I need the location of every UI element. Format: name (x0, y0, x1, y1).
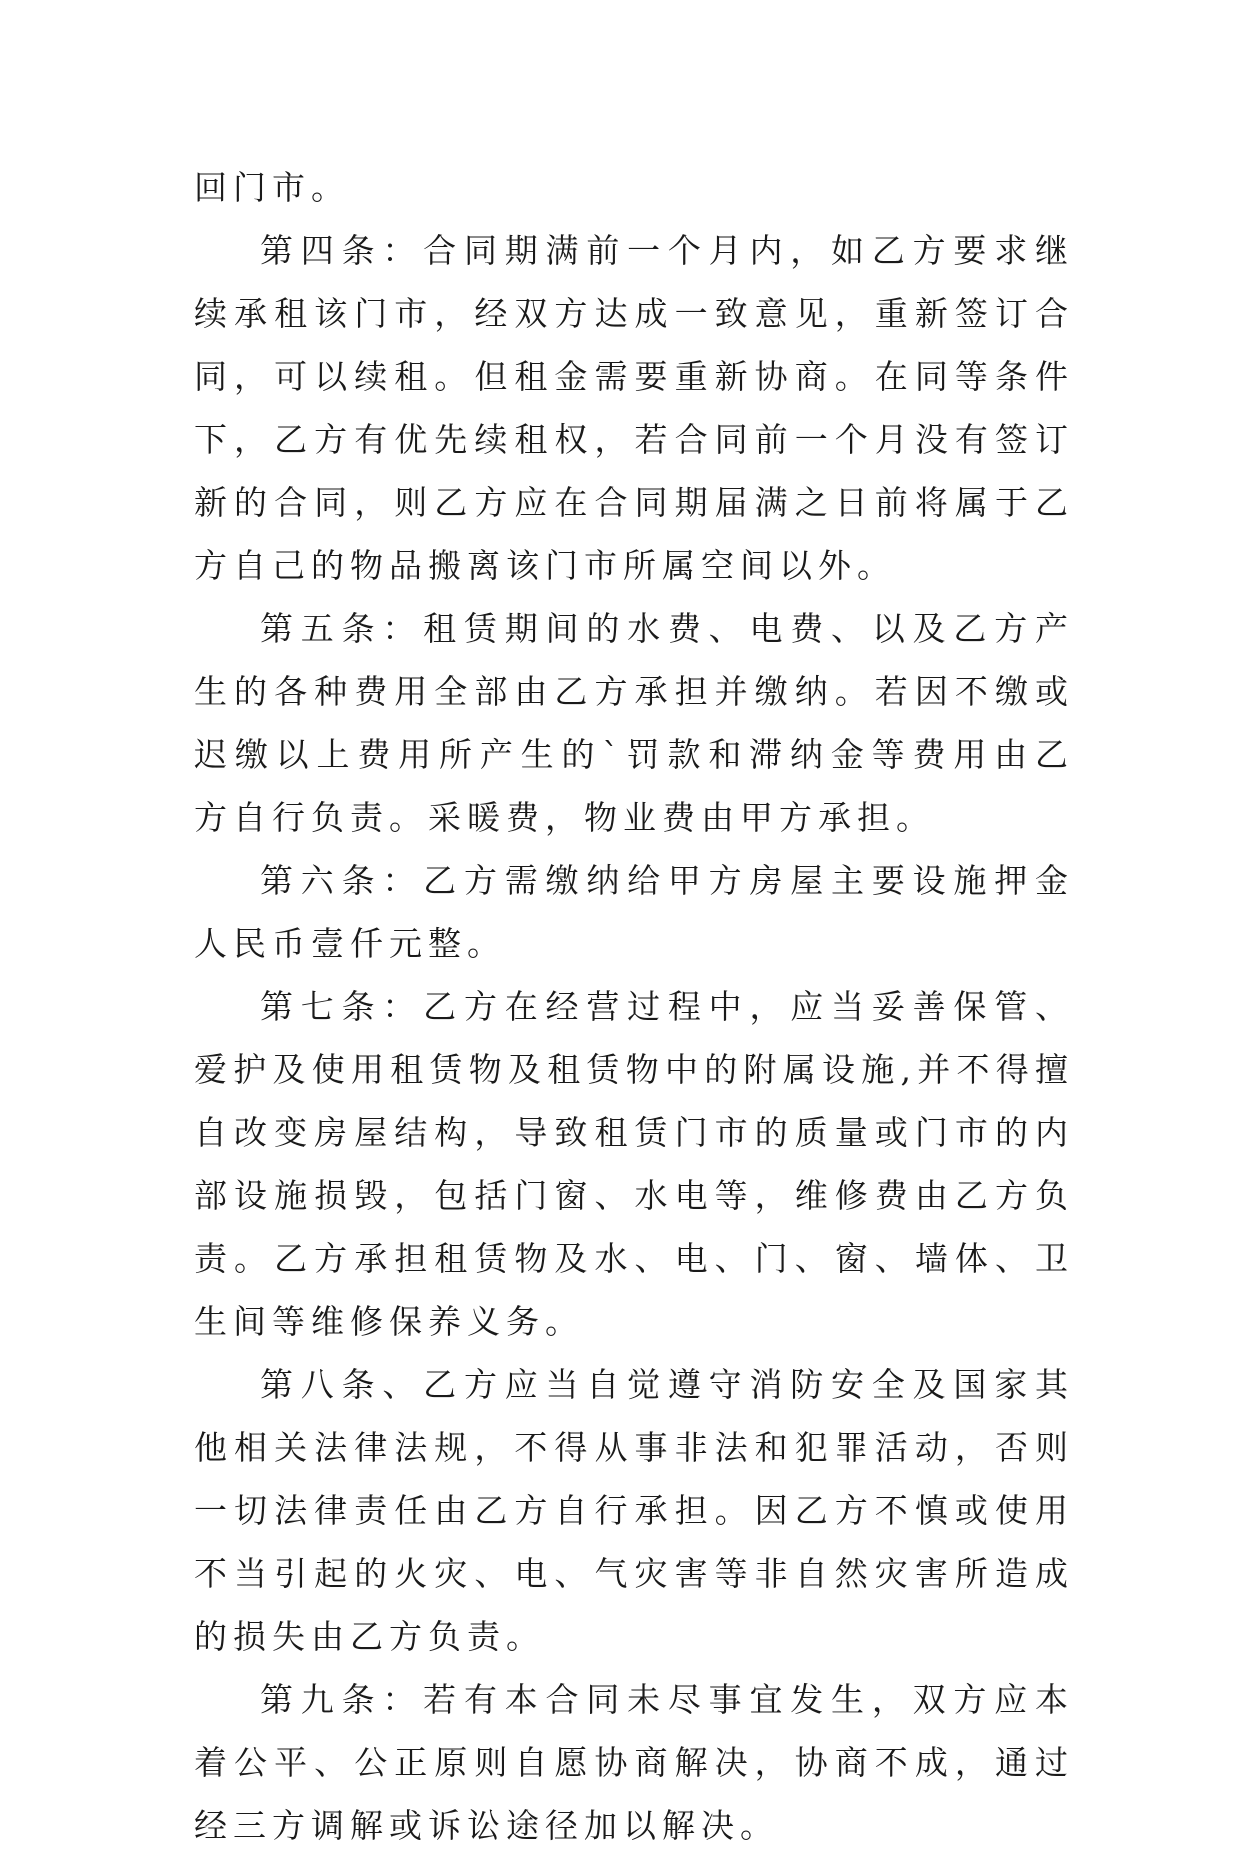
paragraph-article-7: 第七条：乙方在经营过程中，应当妥善保管、爱护及使用租赁物及租赁物中的附属设施,并不得擅自改变房屋结构，导致租赁门市的质量或门市的内部设施损毁，包括门窗、水电等，维修费由乙方负责。乙方承担租赁物及水、电、门、窗、墙体、卫生间等维修保养义务。 (194, 987, 1074, 1341)
paragraph-continuation: 回门市。 (194, 168, 350, 207)
paragraph-article-8: 第八条、乙方应当自觉遵守消防安全及国家其他相关法律法规，不得从事非法和犯罪活动，否则一切法律责任由乙方自行承担。因乙方不慎或使用不当引起的火灾、电、气灾害等非自然灾害所造成的损失由乙方负责。 (194, 1365, 1074, 1656)
contract-body (194, 156, 1074, 1857)
paragraph-article-4: 第四条：合同期满前一个月内，如乙方要求继续承租该门市，经双方达成一致意见，重新签订合同，可以续租。但租金需要重新协商。在同等条件下，乙方有优先续租权，若合同前一个月没有签订新的合同，则乙方应在合同期届满之日前将属于乙方自己的物品搬离该门市所属空间以外。 (194, 231, 1074, 585)
paragraph-article-9: 第九条：若有本合同未尽事宜发生，双方应本着公平、公正原则自愿协商解决，协商不成，通过经三方调解或诉讼途径加以解决。 (194, 1680, 1074, 1845)
paragraph-article-6: 第六条：乙方需缴纳给甲方房屋主要设施押金人民币壹仟元整。 (194, 861, 1074, 963)
paragraph-article-5: 第五条：租赁期间的水费、电费、以及乙方产生的各种费用全部由乙方承担并缴纳。若因不缴或迟缴以上费用所产生的`罚款和滞纳金等费用由乙方自行负责。采暖费，物业费由甲方承担。 (194, 609, 1074, 837)
